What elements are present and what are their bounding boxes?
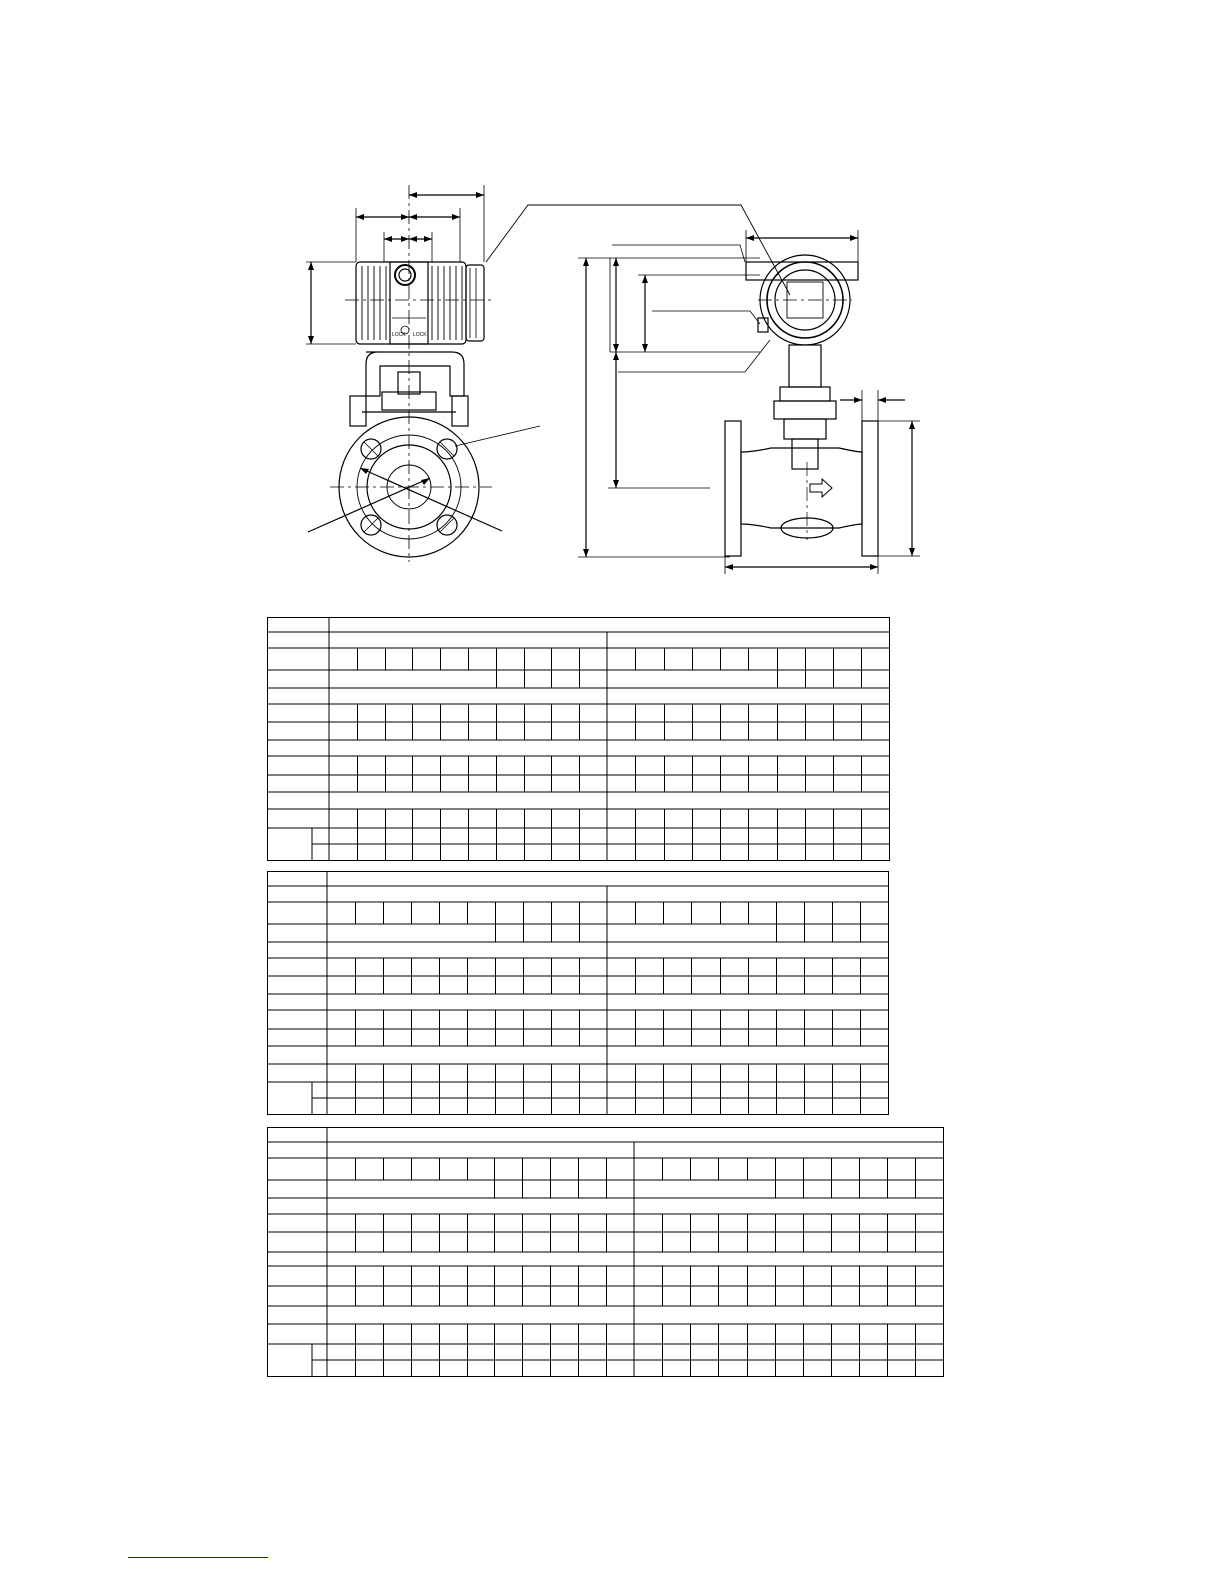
dimension-table-2 [266,870,892,1118]
dimension-drawing [0,0,1224,620]
footer-rule [128,1557,268,1558]
dimension-table-3 [266,1126,946,1380]
lock-marking-left: LOCK [392,332,406,338]
lock-marking-right: LOCK [413,332,427,338]
front-view [306,185,540,562]
dimension-table-1 [266,616,892,864]
side-view [578,230,920,574]
